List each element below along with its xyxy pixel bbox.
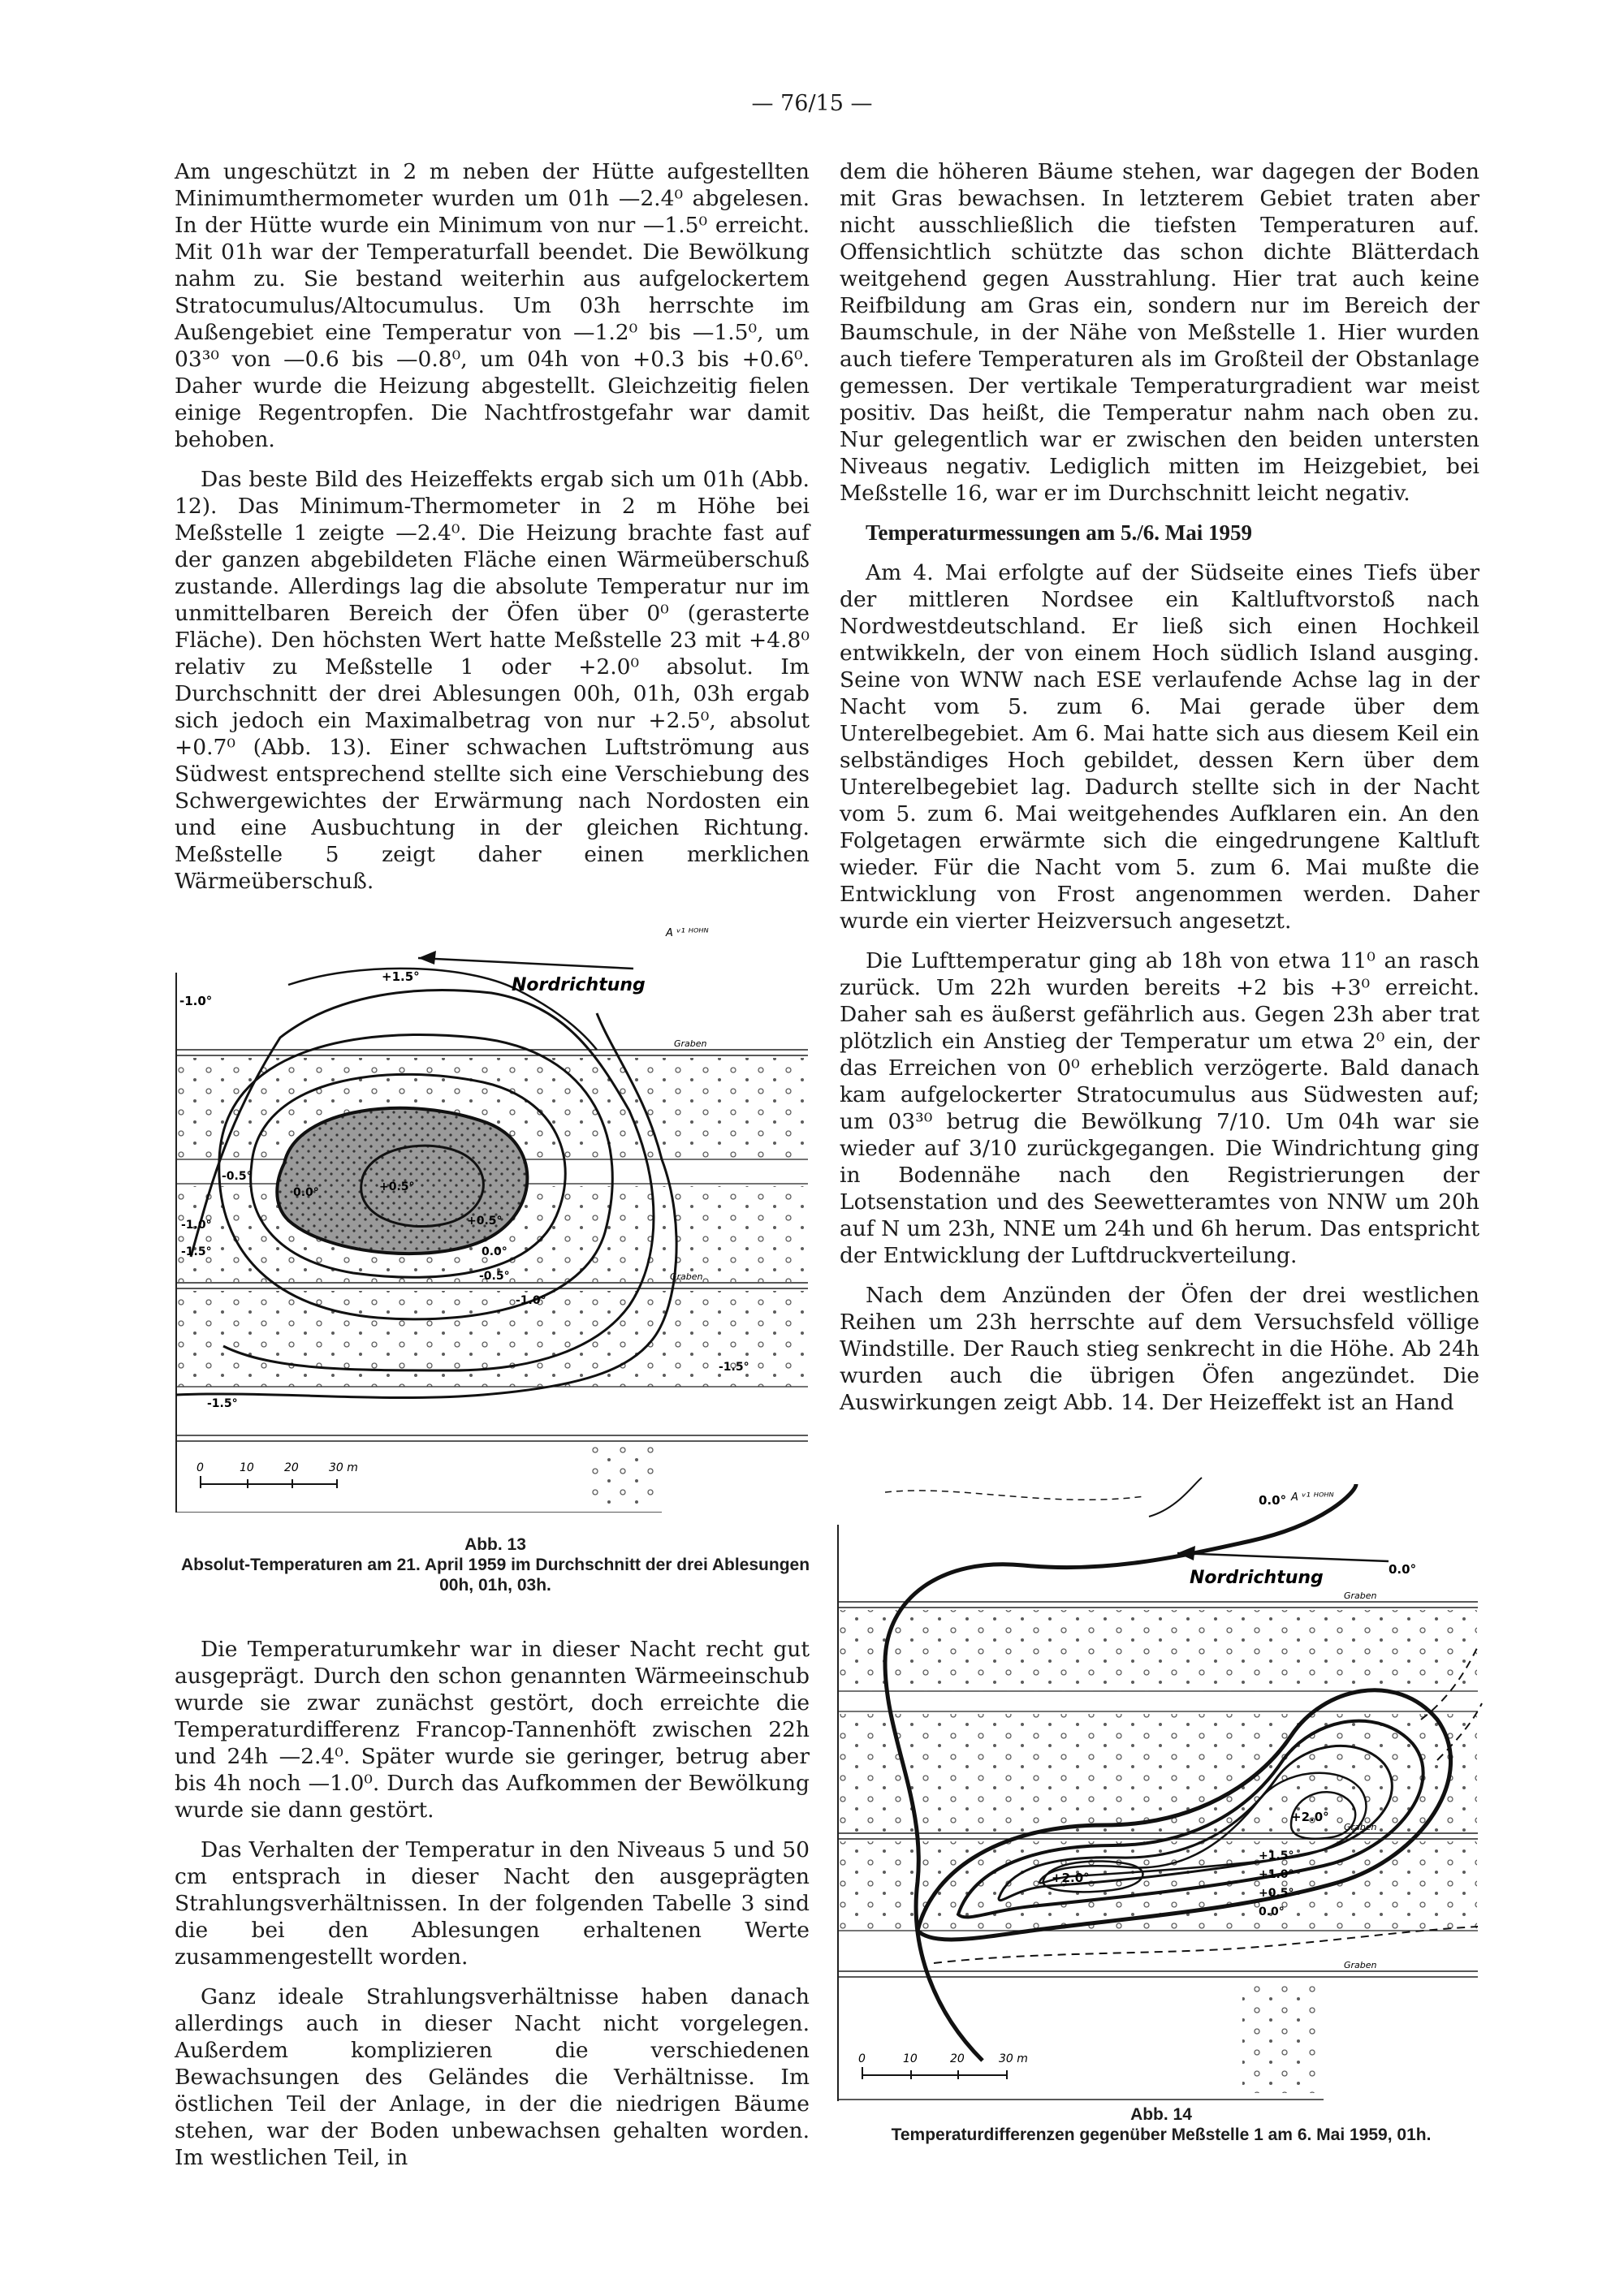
isotherm-label: +0.5° [1259,1887,1294,1900]
isotherm-label: -1.5° [719,1361,749,1374]
isotherm-label: +2.0° [1052,1871,1090,1885]
paragraph: Ganz ideale Strahlungsverhältnisse haben danach allerdings auch in dieser Nacht nicht vorgelegen. Außerdem komplizieren die verschiedenen Bewachsungen des Geländes die Verhältnisse. Im östlichen Teil der Anlage, in der die niedrigen Bäume stehen, war der Boden unbewachsen gehalten worden. Im westlichen Teil, in [175,1984,810,2170]
figure-13-map [175,916,816,1513]
figure-14 [836,1476,1486,2101]
isotherm-label: -1.0° [179,994,213,1008]
caption-text: Absolut-Temperaturen am 21. April 1959 im Durchschnitt der drei Ablesungen 00h, 01h, 03h. [180,1556,810,1595]
figure-13-caption [175,1534,816,1595]
isotherm-label: 0.0° [1389,1562,1417,1577]
figure-14-map [836,1476,1486,2101]
isotherm-label: -0.5° [479,1270,510,1283]
isotherm-label: +0.5° [467,1215,503,1228]
paragraph: Das Verhalten der Temperatur in den Niveaus 5 und 50 cm entsprach in dieser Nacht den ausgeprägten Strahlungsverhältnissen. In der folgenden Tabelle 3 sind die bei den Ablesungen erhaltenen Werte zusammengestellt worden. [175,1837,810,1970]
graben-label: Graben [674,1038,707,1049]
scale-label: 20 [950,2052,965,2065]
corner-label: A ᵛ¹ ᴴᴼᴴᴺ [1291,1491,1334,1504]
isotherm-label: +1.5° [382,969,420,984]
paragraph: Die Temperaturumkehr war in dieser Nacht recht gut ausgeprägt. Durch den schon genannten Wärmeeinschub wurde sie zwar zunächst gestört, doch erreichte die Temperaturdifferenz Francop-Tannenhöft zwischen 22h und 24h —2.4⁰. Später wurde sie geringer, betrug aber bis 4h noch —1.0⁰. Durch das Aufkommen der Bewölkung wurde sie dann gestört. [175,1637,810,1823]
graben-label: Graben [1344,1960,1377,1970]
caption-text: Temperaturdifferenzen gegenüber Meßstelle 1 am 6. Mai 1959, 01h. [891,2126,1432,2144]
paragraph: Das beste Bild des Heizeffekts ergab sich um 01h (Abb. 12). Das Minimum-Thermometer in 2 m Höhe bei Meßstelle 1 zeigte —2.4⁰. Die Heizung brachte fast auf der ganzen abgebildeten Fläche einen Wärmeüberschuß zustande. Allerdings lag die absolute Temperatur nur im unmittelbaren Bereich der Öfen über 0⁰ (gerasterte Fläche). Den höchsten Wert hatte Meßstelle 23 mit +4.8⁰ relativ zu Meßstelle 1 oder +2.0⁰ absolut. Im Durchschnitt der drei Ablesungen 00h, 01h, 03h ergab sich jedoch ein Maximalbetrag von nur +2.5⁰, absolut +0.7⁰ (Abb. 13). Einer schwachen Luftströmung aus Südwest entsprechend stellte sich eine Verschiebung des Schwergewichtes der Erwärmung nach Nordosten ein und eine Ausbuchtung in der gleichen Richtung. Meßstelle 5 zeigt daher einen merklichen Wärmeüberschuß. [175,467,810,894]
paragraph: dem die höheren Bäume stehen, war dagegen der Boden mit Gras bewachsen. In letzterem Gebiet traten aber nicht ausschließlich die tiefsten Temperaturen auf. Offensichtlich schützte das schon dichte Blätterdach weitgehend gegen Ausstrahlung. Hier trat auch keine Reifbildung am Gras ein, sondern nur im Bereich der Baumschule, in der Nähe von Meßstelle 1. Hier wurden auch tiefere Temperaturen als im Großteil der Obstanlage gemessen. Der vertikale Temperaturgradient war meist positiv. Das heißt, die Temperatur nahm nach oben zu. Nur gelegentlich war er zwischen den beiden untersten Niveaus negativ. Lediglich mitten im Heizgebiet, bei Meßstelle 16, war er im Durchschnitt leicht negativ. [840,159,1479,506]
isotherm-label: +1.0° [1259,1868,1294,1881]
scale-label: 30 m [329,1461,358,1474]
figure-14-caption [836,2104,1486,2145]
north-arrow-line [1177,1553,1389,1561]
isotherm-label: -1.5° [181,1245,212,1258]
direction-label: Nordrichtung [512,975,646,995]
paragraph: Die Lufttemperatur ging ab 18h von etwa 11⁰ an rasch zurück. Um 22h wurden bereits +2 bis +3⁰ erreicht. Daher sah es äußerst gefährlich aus. Gegen 23h aber trat plötzlich ein Anstieg der Temperatur um etwa 2⁰ ein, der das Erreichen von 0⁰ erheblich verzögerte. Bald danach kam aufgelockerter Stratocumulus aus Südwesten auf; um 03³⁰ betrug die Bewölkung 7/10. Um 04h war sie wieder auf 3/10 zurückgegangen. Die Windrichtung ging in Bodennähe nach den Registrierungen der Lotsenstation und des Seewetteramtes von NNW um 20h auf N um 23h, NNE um 24h und 6h herum. Das entspricht der Entwicklung der Luftdruckverteilung. [840,948,1479,1268]
orchard-texture [1242,1979,1324,2093]
scale-label: 0 [858,2052,866,2065]
paragraph: Am 4. Mai erfolgte auf der Südseite eines Tiefs über der mittleren Nordsee ein Kaltluftvorstoß nach Nordwestdeutschland. Er ließ sich einen Hochkeil entwikkeln, der von einem Hoch südlich Island ausging. Seine von WNW nach ESE verlaufende Achse lag in der Nacht vom 5. zum 6. Mai gerade über dem Unterelbegebiet. Am 6. Mai hatte sich aus diesem Keil ein selbständiges Hoch gebildet, dessen Kern über dem Unterelbegebiet lag. Dadurch stellte sich in der Nacht vom 5. zum 6. Mai weitgehendes Aufklaren ein. An den Folgetagen erwärmte sich die eingedrungene Kaltluft wieder. Für die Nacht vom 5. zum 6. Mai mußte die Entwicklung von Frost angenommen werden. Daher wurde ein vierter Heizversuch angesetzt. [840,560,1479,934]
scale-label: 30 m [999,2052,1028,2065]
isotherm-label: 0.0° [1259,1905,1285,1918]
isotherm-label: +0.5° [379,1180,415,1193]
isotherm-label: -1.0° [181,1219,212,1232]
scale-label: 10 [240,1461,254,1474]
corner-label: A ᵛ¹ ᴴᴼᴴᴺ [666,927,709,939]
scale-label: 20 [284,1461,299,1474]
figure-13 [175,916,816,1513]
north-arrow-line [418,958,633,969]
left-column-bottom [175,1636,810,2184]
caption-title: Abb. 14 [1130,2105,1192,2124]
isotherm-label: -1.5° [207,1397,238,1410]
graben-label: Graben [1344,1590,1377,1601]
orchard-texture [178,1291,807,1387]
paragraph: Am ungeschützt in 2 m neben der Hütte aufgestellten Minimumthermometer wurden um 01h —2.4⁰ abgelesen. In der Hütte wurde ein Minimum von nur —1.5⁰ erreicht. Mit 01h war der Temperaturfall beendet. Die Bewölkung nahm zu. Sie bestand weiterhin aus aufgelockertem Stratocumulus/Altocumulus. Um 03h herrschte im Außengebiet eine Temperatur von —1.2⁰ bis —1.5⁰, um 03³⁰ von —0.6 bis —0.8⁰, um 04h von +0.3 bis +0.6⁰. Daher wurde die Heizung abgestellt. Gleichzeitig fielen einige Regentropfen. Die Nachtfrostgefahr war damit behoben. [175,159,810,452]
page-number: — 76/15 — [751,91,873,116]
right-column [840,158,1479,1429]
section-heading: Temperaturmessungen am 5./6. Mai 1959 [866,520,1252,545]
isotherm-label: 0.0° [482,1245,508,1258]
isotherm-label: -0.5° [222,1170,253,1183]
caption-title: Abb. 13 [464,1535,526,1554]
isotherm-label: -1.0° [516,1294,546,1307]
scale-label: 10 [903,2052,918,2065]
isotherm-label: +1.5° [1259,1849,1294,1862]
left-column-top [175,158,810,908]
north-arrow-head [418,951,436,965]
direction-label: Nordrichtung [1190,1568,1324,1588]
north-arrow-head [1177,1546,1195,1560]
isotherm-label: +2.0° [1291,1810,1329,1824]
isotherm-label: 0.0° [1259,1493,1287,1508]
scale-label: 0 [197,1461,204,1474]
isotherm-label: 0.0° [293,1186,319,1199]
orchard-texture [840,1610,1477,1691]
orchard-texture [589,1444,662,1510]
paragraph: Nach dem Anzünden der Öfen der drei westlichen Reihen um 23h herrschte auf dem Versuchsfeld völlige Windstille. Der Rauch stieg senkrecht in die Höhe. Ab 24h wurden auch die übrigen Öfen angezündet. Die Auswirkungen zeigt Abb. 14. Der Heizeffekt ist an Hand [840,1283,1479,1415]
